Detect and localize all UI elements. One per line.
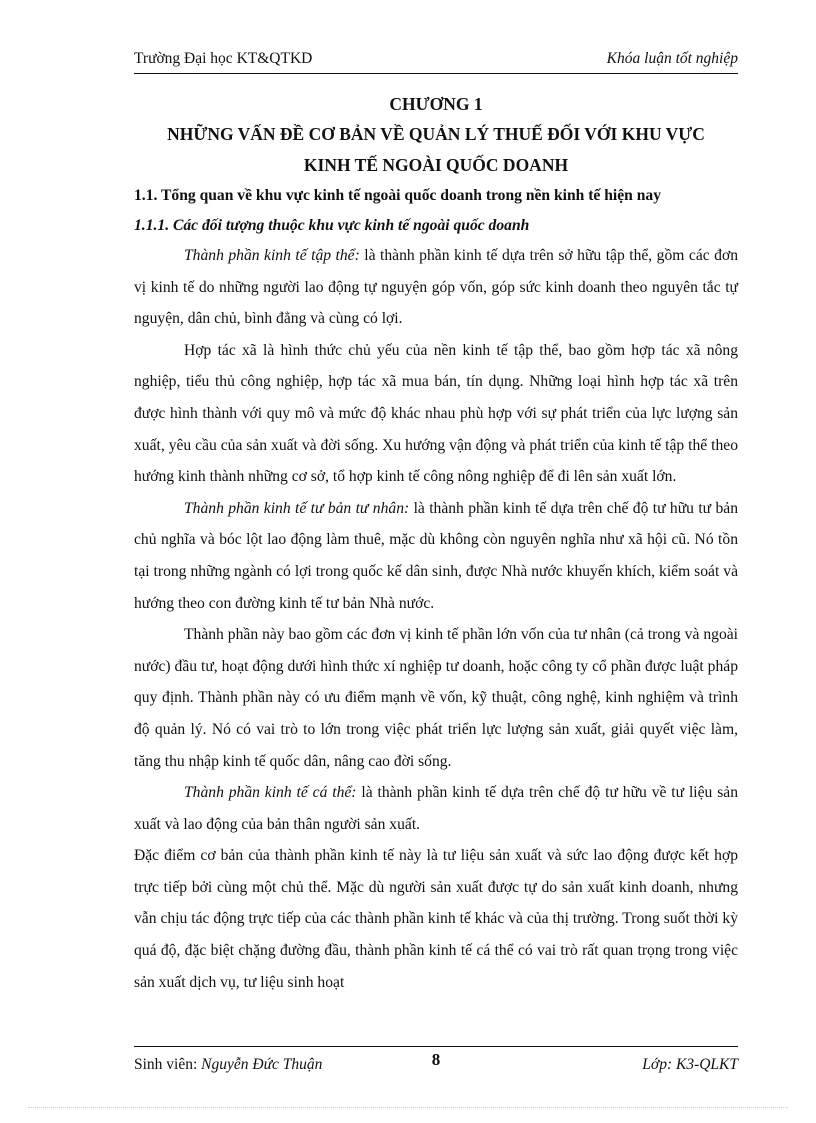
paragraph-text: Thành phần này bao gồm các đơn vị kinh tế phần lớn vốn của tư nhân (cả trong và ngoài nước) đầu tư, hoạt động dưới hình thức xí nghiệp tư doanh, hoặc công ty cổ phần được luật pháp quy định. Thành phần này có ưu điểm mạnh về vốn, kỹ thuật, công nghệ, kinh nghiệm và trình độ quản lý. Nó có vai trò to lớn trong việc phát triển lực lượng sản xuất, giải quyết việc làm, tăng thu nhập kinh tế quốc dân, nâng cao đời sống.: [134, 626, 738, 770]
subsection-heading: 1.1.1. Các đối tượng thuộc khu vực kinh tế ngoài quốc doanh: [134, 217, 530, 234]
page-bottom-dotted-border: [28, 1107, 788, 1108]
page-header: [134, 48, 738, 72]
page-number: 8: [431, 1050, 441, 1069]
chapter-number: CHƯƠNG 1: [389, 94, 483, 114]
paragraph: [134, 240, 738, 335]
section-heading: 1.1. Tổng quan về khu vực kinh tế ngoài quốc doanh trong nền kinh tế hiện nay: [134, 187, 662, 204]
header-doc-type: Khóa luận tốt nghiệp: [606, 50, 738, 67]
paragraph-text: là thành phần kinh tế dựa trên chế độ tư hữu về tư liệu sản xuất và lao động của bản thân người sản xuất.: [134, 784, 738, 833]
paragraph: [134, 335, 738, 493]
chapter-title-line-1: NHỮNG VẤN ĐỀ CƠ BẢN VỀ QUẢN LÝ THUẾ ĐỐI VỚI KHU VỰC: [167, 124, 705, 144]
paragraph: [134, 619, 738, 777]
paragraph-text: là thành phần kinh tế dựa trên chế độ tư hữu tư bản chủ nghĩa và bóc lột lao động làm thuê, mặc dù không còn nguyên nghĩa như xã hội cũ. Nó tồn tại trong những ngành có lợi trong quốc kế dân sinh, được Nhà nước khuyến khích, kiểm soát và hướng theo con đường kinh tế tư bản Nhà nước.: [134, 499, 738, 612]
header-divider: [134, 73, 738, 74]
footer-student-label: Sinh viên:: [134, 1056, 202, 1073]
footer-student-name: Nguyễn Đức Thuận: [201, 1056, 323, 1073]
footer-divider: [134, 1046, 738, 1047]
paragraph-text: là thành phần kinh tế dựa trên sở hữu tập thể, gồm các đơn vị kinh tế do những người lao động tự nguyện góp vốn, góp sức kinh doanh theo nguyên tắc tự nguyện, dân chủ, bình đẳng và cùng có lợi.: [134, 247, 738, 328]
paragraph: [134, 777, 738, 840]
page-content: [134, 89, 738, 998]
page-footer: [134, 1052, 738, 1080]
paragraph-final: Đặc điểm cơ bản của thành phần kinh tế này là tư liệu sản xuất và sức lao động được kết hợp trực tiếp bởi cùng một chủ thể. Mặc dù người sản xuất được tự do sản xuất kinh doanh, nhưng vẫn chịu tác động trực tiếp của các thành phần kinh tế khác và của thị trường. Trong suốt thời kỳ quá độ, đặc biệt chặng đường đầu, thành phần kinh tế cá thể có vai trò rất quan trọng trong việc sản xuất dịch vụ, tư liệu sinh hoạt: [134, 847, 738, 991]
paragraph-lead: Thành phần kinh tế tư bản tư nhân:: [184, 499, 410, 517]
paragraph-text: Hợp tác xã là hình thức chủ yếu của nền kinh tế tập thể, bao gồm hợp tác xã nông nghiệp, tiểu thủ công nghiệp, hợp tác xã mua bán, tín dụng. Những loại hình hợp tác xã trên được hình thành với quy mô và mức độ khác nhau phù hợp với sự phát triển của lực lượng sản xuất, yêu cầu của sản xuất và đời sống. Xu hướng vận động và phát triển của kinh tế tập thể theo hướng kinh thành những cơ sở, tổ hợp kinh tế công nông nghiệp để đi lên sản xuất lớn.: [134, 341, 738, 486]
paragraph: [134, 493, 738, 619]
chapter-title-line-2: KINH TẾ NGOÀI QUỐC DOANH: [303, 155, 569, 175]
footer-class: Lớp: K3-QLKT: [642, 1056, 738, 1073]
header-school: Trường Đại học KT&QTKD: [134, 50, 313, 67]
paragraph-lead: Thành phần kinh tế tập thể:: [184, 247, 360, 264]
paragraph-lead: Thành phần kinh tế cá thể:: [184, 784, 357, 802]
